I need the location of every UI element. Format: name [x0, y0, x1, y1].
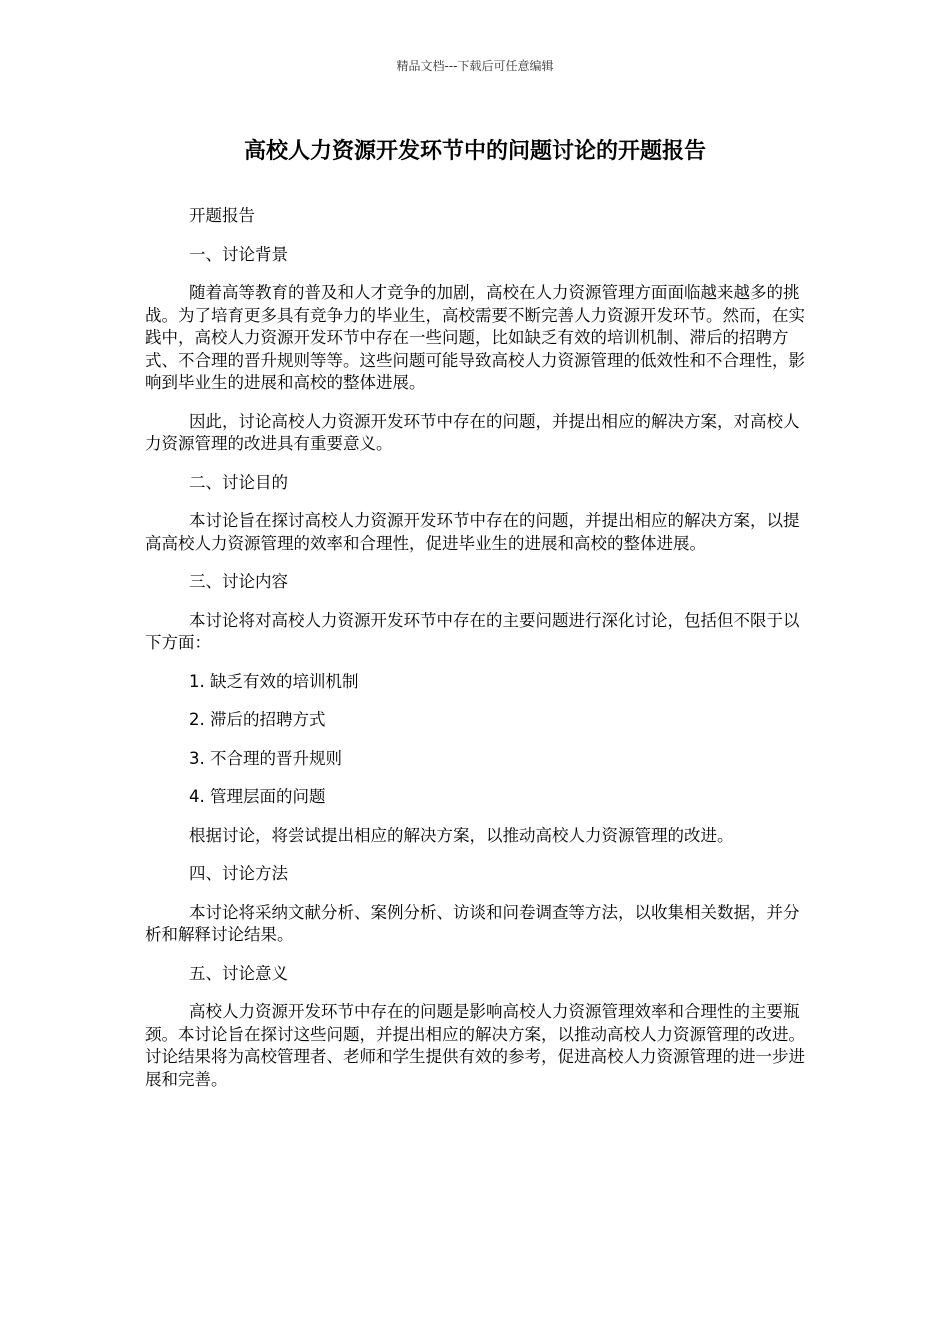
heading-content: 三、讨论内容: [189, 572, 288, 591]
list-item-4: 4. 管理层面的问题: [189, 787, 326, 806]
page-header: 精品文档---下载后可任意编辑: [396, 59, 554, 73]
paragraph-significance: 高校人力资源开发环节中存在的问题是影响高校人力资源管理效率和合理性的主要瓶颈。本讨论旨在探讨这些问题，并提出相应的解决方案，以推动高校人力资源管理的改进。讨论结果将为高校管理者、老师和学生提供有效的参考，促进高校人力资源管理的进一步进展和完善。: [145, 1002, 805, 1089]
heading-purpose: 二、讨论目的: [189, 472, 288, 492]
document-title: 高校人力资源开发环节中的问题讨论的开题报告: [243, 139, 706, 164]
paragraph-report-label: 开题报告: [189, 206, 255, 225]
paragraph-content-intro: 本讨论将对高校人力资源开发环节中存在的主要问题进行深化讨论，包括但不限于以下方面：: [145, 610, 800, 652]
heading-method: 四、讨论方法: [189, 864, 288, 883]
heading-significance: 五、讨论意义: [189, 963, 288, 983]
list-item-3: 3. 不合理的晋升规则: [189, 748, 342, 768]
paragraph-purpose: 本讨论旨在探讨高校人力资源开发环节中存在的问题，并提出相应的解决方案，以提高高校人力资源管理的效率和合理性，促进毕业生的进展和高校的整体进展。: [145, 511, 800, 553]
paragraph-background: 随着高等教育的普及和人才竞争的加剧，高校在人力资源管理方面面临越来越多的挑战。为了培育更多具有竞争力的毕业生，高校需要不断完善人力资源开发环节。然而，在实践中，高校人力资源开发环节中存在一些问题，比如缺乏有效的培训机制、滞后的招聘方式、不合理的晋升规则等等。这些问题可能导致高校人力资源管理的低效性和不合理性，影响到毕业生的进展和高校的整体进展。: [145, 283, 805, 392]
paragraph-method: 本讨论将采纳文献分析、案例分析、访谈和问卷调查等方法，以收集相关数据，并分析和解释讨论结果。: [145, 902, 800, 944]
paragraph-significance-note: 因此，讨论高校人力资源开发环节中存在的问题，并提出相应的解决方案，对高校人力资源管理的改进具有重要意义。: [145, 411, 800, 453]
list-item-1: 1. 缺乏有效的培训机制: [189, 671, 359, 691]
paragraph-content-conclusion: 根据讨论，将尝试提出相应的解决方案，以推动高校人力资源管理的改进。: [189, 825, 734, 845]
list-item-2: 2. 滞后的招聘方式: [189, 710, 326, 729]
document-body: [145, 205, 807, 1107]
heading-background: 一、讨论背景: [189, 244, 288, 264]
